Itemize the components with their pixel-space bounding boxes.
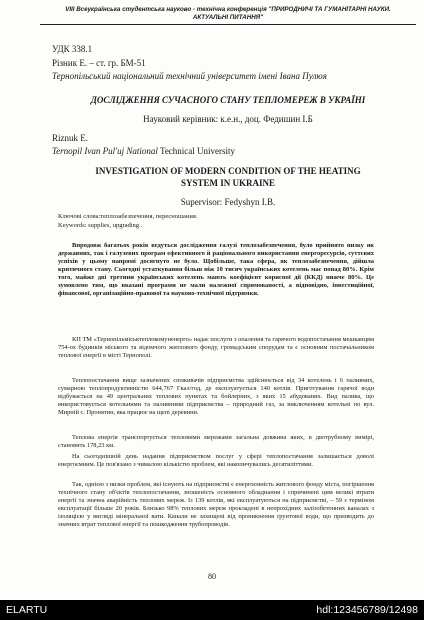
affiliation-ua: Тернопільський національний технічний університет імені Івана Пулюя bbox=[52, 71, 327, 81]
page-number: 80 bbox=[208, 572, 216, 581]
title-ua: ДОСЛІДЖЕННЯ СУЧАСНОГО СТАНУ ТЕПЛОМЕРЕЖ В УКРАЇНІ bbox=[90, 95, 366, 105]
title-en-line-2: SYSTEM IN UKRAINE bbox=[180, 178, 276, 188]
affiliation-en bbox=[52, 146, 235, 157]
handle-identifier: hdl:123456789/12498 bbox=[316, 604, 418, 616]
body-paragraph-4: На сьогоднішній день надання підприємством послуг у сфері теплопостачання залишається доволі енергоємним. Це пов'язано з чималою кількістю проблем, які накопичувались десятиліттями. bbox=[58, 453, 374, 468]
supervisor-ua: Науковий керівник: к.е.н., доц. Федишин І.Б bbox=[143, 114, 313, 124]
conference-header-line-2: АКТУАЛЬНІ ПИТАННЯ" bbox=[192, 13, 264, 21]
status-bar bbox=[0, 600, 424, 620]
keywords-ua: Ключові слова:теплозабезпечення, пересношания. bbox=[58, 213, 198, 220]
body-paragraph-2: Теплопостачання вище зазначених споживачів підприємства здійснюється від 34 котелень і 6 паливних, сумарною теплопродуктивністю 644,767 Гкал/год, де експлуатується 140 котлів. Приготування гарячої води відбувається на 49 центральних теплових пунктах та бойлерних, з яких 15 абудованих. Вид палива, що використовується котельними та паливними підприємства – природний газ, за виключенням котельні по вул. Мирній с. Пронятин, яка працює на щепі деревини. bbox=[58, 377, 374, 416]
supervisor-en: Supervisor: Fedyshyn I.B. bbox=[180, 197, 276, 207]
affiliation-en-plain: Technical University bbox=[157, 146, 236, 156]
keywords-en: Keywords: supplies, upgrading . bbox=[58, 222, 143, 229]
udc-code: УДК 338.1 bbox=[52, 44, 93, 54]
body-paragraph-5: Так, однією з низки проблем, які існують на підприємстві є енергоємність житлового фонду міста, погіршення технічного стану об'єктів теплопостачання, зношеність основного обладнання і спричинені цим великі втрати енергії та значна аварійність теплових мереж. Із 139 котлів, які експлуатуються на підприємстві, – 59 з терміном експлуатації більше 20 років. Близько 98% теплових мереж прокладені в непрохідних залізобетонних каналах з ізоляцією у вигляді мінеральної вати. Канали не захищені від проникнення ґрунтової води, що призводить до значних втрат теплової енергії та пошкодження трубопроводів. bbox=[58, 481, 374, 528]
intro-paragraph: Впродовж багатьох років ведуться дослідження галузі теплозабезпечення, було прийнято низку як державних, так і галузевих програм ефективного й раціонального використання енергоресурсів, суттєвих успіхів у цьому напрямі досягнуто не було. Щобільше, така сфера, як теплозабезпечення, дійшла критичного стану. Сьогодні устаткування більш ніж 10 тисяч українських котелень має понад 80%. Крім того, майже дві третини українських котелень мають коефіцієнт корисної дії (ККД) нижче 80%. Це зумовлено тим, що вказані програми не мали належної спрямованості, а відповідно, інвестиційної, фінансової, організаційно-правової та науково-технічної підтримки. bbox=[58, 242, 374, 297]
author-en: Riznuk E. bbox=[52, 133, 88, 143]
conference-header bbox=[40, 6, 416, 21]
body-paragraph-1: КП ТМ «Тернопільміськтеплокомуненерго» надає послуги з опалення та гарячого водопостачання мешканцям 754-ох будинків міського та відомчого житлового фонду, громадським спорудам та є основним постачальником теплової енергії в місті Тернополі. bbox=[58, 336, 374, 359]
author-ua: Різник Е. – ст. гр. БМ-51 bbox=[52, 58, 146, 68]
title-en-line-1: INVESTIGATION OF MODERN CONDITION OF THE HEATING bbox=[95, 166, 361, 176]
header-rule bbox=[40, 24, 416, 25]
body-paragraph-3: Теплова енергія транспортується тепловими мережами загальна довжина яких, в двотрубному вимірі, становить 178,23 км. bbox=[58, 434, 374, 449]
repository-label: ELARTU bbox=[6, 604, 48, 616]
affiliation-en-italic: Ternopil Ivan Pul'uj National bbox=[52, 146, 158, 156]
conference-header-line-1: VIII Всеукраїнська студентська науково - технічна конференція "ПРИРОДНИЧІ ТА ГУМАНІТАРНІ НАУКИ. bbox=[65, 6, 391, 13]
